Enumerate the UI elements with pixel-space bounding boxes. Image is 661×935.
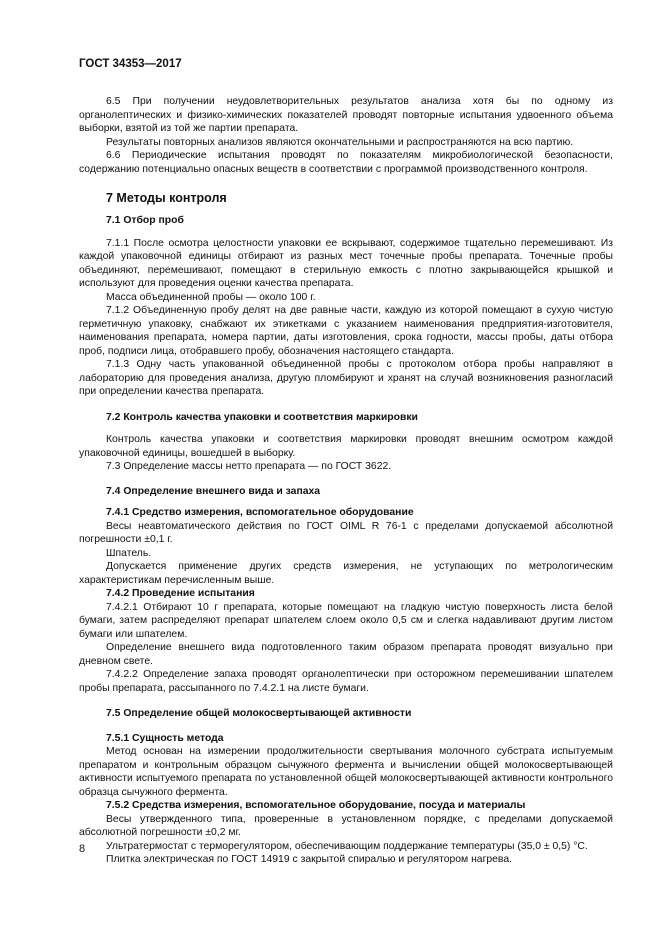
paragraph-scales: Весы неавтоматического действия по ГОСТ OIML R 76-1 с пределами допускаемой абсолютной погрешности ±0,1 г. <box>79 520 613 545</box>
paragraph-7-3: 7.3 Определение массы нетто препарата — по ГОСТ 3622. <box>106 461 392 472</box>
section-7-1-heading: 7.1 Отбор проб <box>106 215 184 226</box>
paragraph-6-6: 6.6 Периодические испытания проводят по показателям микробиологической безопасности, содержанию потенциально опасных веществ в соответствии с программой производственного контроля. <box>79 150 613 175</box>
paragraph-7-1-2: 7.1.2 Объединенную пробу делят на две равные части, каждую из которой помещают в сухую чистую герметичную упаковку, снабжают их этикетками с указанием наименования предприятия-изготовителя, наименования препарата, номера партии, даты изготовления, срока годности, массы пробы, даты отбора проб, подписи лица, отобравшего пробу, обозначения настоящего стандарта. <box>79 305 613 357</box>
paragraph-electric-stove: Плитка электрическая по ГОСТ 14919 с закрытой спиралью и регулятором нагрева. <box>106 854 513 865</box>
paragraph-method-essence: Метод основан на измерении продолжительности свертывания молочного субстрата испытуемым препаратом и контрольным образцом сычужного фермента и вычислении общей молокосвертывающей активности испытуемого препарата по установленной общей молокосвертывающей активности контрольного образца сычужного фермента. <box>79 746 613 798</box>
section-7-4-1-heading: 7.4.1 Средство измерения, вспомогательное оборудование <box>106 507 414 518</box>
paragraph-6-5: 6.5 При получении неудовлетворительных результатов анализа хотя бы по одному из органолептических и физико-химических показателей проводят повторные испытания удвоенного объема выборки, взятой из той же партии препарата. <box>79 96 613 134</box>
paragraph-7-4-2-1: 7.4.2.1 Отбирают 10 г препарата, которые помещают на гладкую чистую поверхность листа белой бумаги, затем распределяют препарат шпателем слоем около 0,5 см и слегка надавливают другим листом бумаги или шпателем. <box>79 601 613 640</box>
paragraph-spatula: Шпатель. <box>106 547 152 559</box>
document-header: ГОСТ 34353—2017 <box>79 58 182 70</box>
section-7-5-2-heading: 7.5.2 Средства измерения, вспомогательное оборудование, посуда и материалы <box>106 800 526 811</box>
section-7-4-2-heading: 7.4.2 Проведение испытания <box>106 588 255 599</box>
paragraph-7-1-1: 7.1.1 После осмотра целостности упаковки ее вскрывают, содержимое тщательно перемешивают. Из каждой упаковочной единицы отбирают из разных мест точечные пробы препарата. Точечные пробы объединяют, перемешивают, помещают в стерильную емкость с плотно закрывающейся крышкой и используют для проведения оценки качества препарата. <box>79 237 613 289</box>
page-number: 8 <box>79 843 86 855</box>
section-7-5-heading: 7.5 Определение общей молокосвертывающей активности <box>106 708 412 719</box>
section-7-4-heading: 7.4 Определение внешнего вида и запаха <box>106 485 321 497</box>
paragraph-approved-scales: Весы утвержденного типа, проверенные в установленном порядке, с пределами допускаемой абсолютной погрешности ±0,2 мг. <box>79 813 613 838</box>
paragraph-ultrathermostat: Ультратермостат с терморегулятором, обеспечивающим поддержание температуры (35,0 ± 0,5) °С. <box>106 840 588 852</box>
paragraph-7-2: Контроль качества упаковки и соответствия маркировки проводят внешним осмотром каждой упаковочной единицы, вошедшей в выборку. <box>79 434 613 459</box>
paragraph-6-5-results: Результаты повторных анализов являются окончательными и распространяются на всю партию. <box>106 136 574 148</box>
section-7-5-1-heading: 7.5.1 Сущность метода <box>106 732 224 744</box>
section-7-heading: 7 Методы контроля <box>106 191 227 205</box>
paragraph-alternatives: Допускается применение других средств измерения, не уступающих по метрологическим характеристикам перечисленным выше. <box>79 561 613 586</box>
paragraph-7-4-2-2: 7.4.2.2 Определение запаха проводят органолептически при осторожном перемешивании шпателем пробы препарата, рассыпанного по 7.4.2.1 на листе бумаги. <box>79 669 613 694</box>
section-7-2-heading: 7.2 Контроль качества упаковки и соответствия маркировки <box>106 411 418 423</box>
paragraph-7-1-3: 7.1.3 Одну часть упакованной объединенной пробы с протоколом отбора пробы направляют в лабораторию для проведения анализа, другую пломбируют и хранят на случай возникновения разногласий при определении качества препарата. <box>79 359 613 397</box>
page-body <box>79 80 613 867</box>
paragraph-sample-mass: Масса объединенной пробы — около 100 г. <box>106 291 316 303</box>
paragraph-appearance: Определение внешнего вида подготовленного таким образом препарата проводят визуально при дневном свете. <box>79 642 613 667</box>
